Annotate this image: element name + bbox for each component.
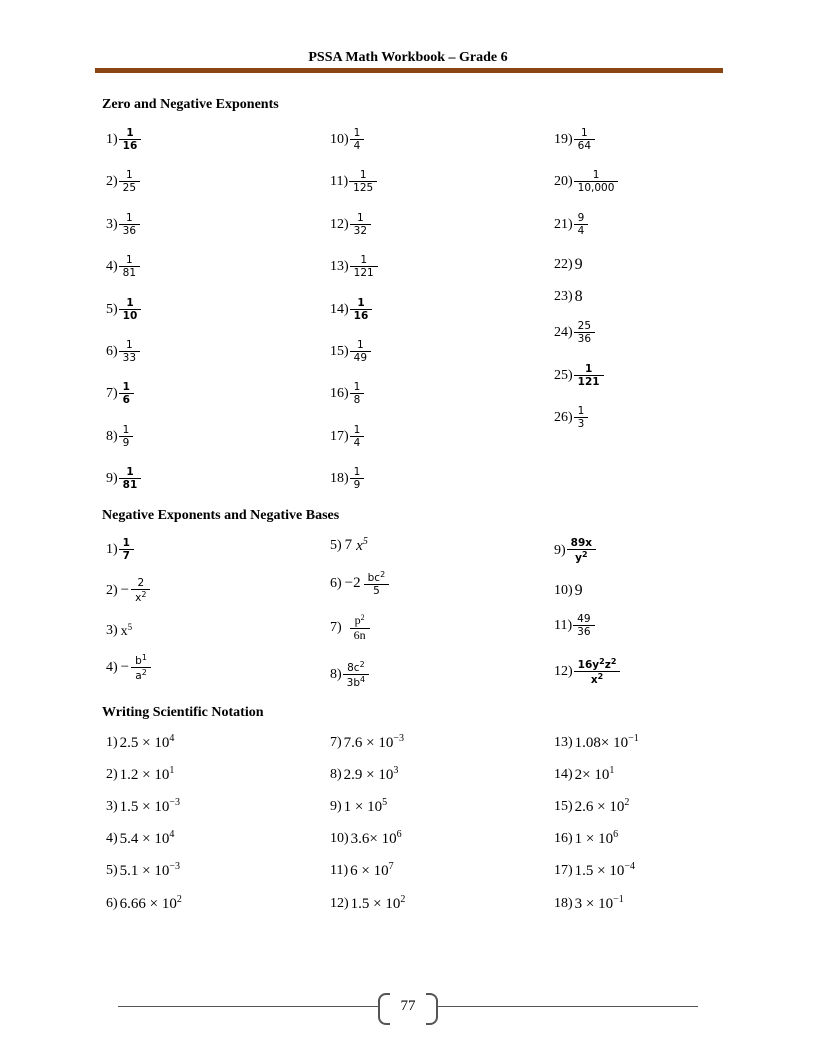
fraction: $\frac{1}{6}$: [121, 381, 132, 406]
scientific-notation: $1.5 \times 10^2$: [350, 894, 406, 912]
answer-item: [330, 660, 367, 689]
item-number: 6 ): [106, 896, 118, 912]
item-number: 20 ): [554, 174, 573, 190]
answer-item: [106, 212, 138, 237]
answer-item: [554, 212, 586, 237]
answer-item: [330, 169, 375, 194]
fraction: $\frac{1}{49}$: [352, 339, 369, 364]
answer-item: [554, 613, 593, 638]
item-number: 2 ): [106, 583, 118, 599]
scientific-notation: $3 \times 10^{-1}$: [574, 894, 624, 912]
item-number: 1 ): [106, 132, 118, 148]
item-number: 19 ): [554, 132, 573, 148]
answer-item: [330, 381, 362, 406]
item-number: 17 ): [330, 429, 349, 445]
scientific-notation: $1.5 \times 10^{-3}$: [119, 797, 181, 815]
item-number: 5 ): [106, 863, 118, 879]
item-number: 15 ): [554, 799, 573, 815]
item-number: 23 ): [554, 289, 573, 305]
item-number: 5 ): [106, 302, 118, 318]
item-number: 16 ): [330, 386, 349, 402]
item-number: 6 ): [106, 344, 118, 360]
fraction: $\frac{1}{7}$: [121, 537, 132, 562]
scientific-notation: $1 \times 10^5$: [343, 797, 388, 815]
item-number: 3 ): [106, 217, 118, 233]
item-number: 12 ): [330, 217, 349, 233]
answer-item: [554, 582, 583, 600]
answer-item: [554, 657, 618, 686]
fraction: $\frac{1}{10,000}$: [576, 169, 617, 194]
item-number: 16 ): [554, 831, 573, 847]
answer-value: 9: [574, 582, 583, 599]
answer-item: [106, 297, 139, 322]
answer-item: [330, 339, 369, 364]
item-number: 13 ): [554, 735, 573, 751]
power-expression: $x^5$: [120, 622, 133, 639]
answer-item: [106, 894, 182, 913]
item-number: 25 ): [554, 368, 573, 384]
scientific-notation: $2.5 \times 10^4$: [119, 733, 175, 751]
answer-item: [554, 829, 618, 848]
item-number: 3 ): [106, 623, 118, 639]
fraction: $\frac{1}{9}$: [121, 424, 132, 449]
answer-item: [330, 797, 387, 816]
answer-item: [330, 861, 394, 880]
item-number: 15 ): [330, 344, 349, 360]
fraction: $\frac{1}{8}$: [352, 381, 363, 406]
section-title-scientific-notation: Writing Scientific Notation: [102, 705, 264, 720]
fraction: $\frac{25}{36}$: [576, 320, 593, 345]
item-number: 1 ): [106, 735, 118, 751]
item-number: 7 ): [330, 735, 342, 751]
item-number: 9 ): [106, 471, 118, 487]
fraction: $\frac{1}{36}$: [121, 212, 138, 237]
scientific-notation: $1.2 \times 10^1$: [119, 765, 175, 783]
answer-item: [554, 797, 629, 816]
item-number: 9 ): [330, 799, 342, 815]
answer-item: [554, 765, 614, 784]
scientific-notation: $5.4 \times 10^4$: [119, 829, 175, 847]
fraction: $\frac{1}{25}$: [121, 169, 138, 194]
sign: −: [120, 659, 130, 676]
scientific-notation: $1.08\times 10^{-1}$: [574, 733, 639, 751]
answer-item: [106, 537, 132, 562]
fraction: $\frac{1}{33}$: [121, 339, 138, 364]
fraction: $\frac{1}{81}$: [121, 254, 138, 279]
answer-item: [554, 861, 635, 880]
fraction: $\frac{2}{x^2}$: [133, 577, 148, 604]
answer-value: 9: [574, 256, 583, 273]
item-number: 18 ): [330, 471, 349, 487]
answer-item: [106, 829, 174, 848]
answer-item: [554, 127, 593, 152]
answer-item: [106, 653, 149, 682]
answer-item: [330, 570, 387, 597]
answer-item: [106, 765, 174, 784]
scientific-notation: $6.66 \times 10^2$: [119, 894, 182, 912]
fraction: $\frac{1}{10}$: [121, 297, 140, 322]
answer-item: [106, 381, 132, 406]
fraction: $\frac{9}{4}$: [576, 212, 587, 237]
scientific-notation: $2.9 \times 10^3$: [343, 765, 399, 783]
answer-item: [330, 829, 402, 848]
item-number: 10 ): [330, 831, 349, 847]
answer-item: [330, 127, 362, 152]
item-number: 5 ): [330, 538, 342, 554]
answer-item: [330, 254, 376, 279]
answer-item: [330, 894, 405, 913]
fraction: $\frac{1}{125}$: [351, 169, 375, 194]
scientific-notation: $1 \times 10^6$: [574, 829, 619, 847]
coefficient: 7: [344, 537, 353, 553]
section-title-negative-bases: Negative Exponents and Negative Bases: [102, 508, 340, 523]
fraction: $\frac{1}{16}$: [121, 127, 140, 152]
answer-item: [106, 577, 148, 604]
item-number: 24 ): [554, 325, 573, 341]
scientific-notation: $6 \times 10^7$: [350, 861, 394, 879]
answer-value: 8: [574, 288, 583, 305]
answer-item: [106, 254, 138, 279]
answer-item: [554, 256, 583, 274]
footer-rule-right: [438, 1006, 698, 1007]
answer-item: [554, 733, 639, 752]
answer-item: [554, 894, 624, 913]
answer-item: [554, 537, 594, 564]
item-number: 7 ): [330, 620, 342, 636]
page-header: PSSA Math Workbook – Grade 6: [308, 50, 508, 65]
answer-item: [106, 339, 138, 364]
fraction: $\frac{1}{4}$: [352, 127, 363, 152]
item-number: 4 ): [106, 831, 118, 847]
fraction: $\frac{89x}{y^2}$: [569, 537, 594, 564]
item-number: 12 ): [554, 664, 573, 680]
answer-item: [330, 613, 368, 643]
item-number: 10 ): [554, 583, 573, 599]
footer-rule-left: [118, 1006, 378, 1007]
item-number: 3 ): [106, 799, 118, 815]
fraction: $\frac{bc^2}{5}$: [366, 570, 388, 597]
item-number: 14 ): [330, 302, 349, 318]
answer-item: [554, 169, 616, 194]
item-number: 2 ): [106, 174, 118, 190]
item-number: 8 ): [330, 767, 342, 783]
fraction: $\frac{p^2}{6n}$: [352, 613, 368, 643]
coefficient: −2: [344, 575, 361, 592]
fraction: $\frac{49}{36}$: [575, 613, 592, 638]
fraction: $\frac{b^1}{a^2}$: [133, 653, 149, 682]
item-number: 26 ): [554, 410, 573, 426]
page-number: 77: [400, 998, 416, 1014]
item-number: 1 ): [106, 542, 118, 558]
scientific-notation: $1.5 \times 10^{-4}$: [574, 861, 636, 879]
answer-item: [330, 212, 369, 237]
answer-item: [330, 733, 404, 752]
item-number: 13 ): [330, 259, 349, 275]
header-rule: [95, 68, 723, 73]
fraction: $\frac{1}{32}$: [352, 212, 369, 237]
scientific-notation: $2\times 10^1$: [574, 765, 615, 783]
answer-item: [330, 297, 370, 322]
item-number: 10 ): [330, 132, 349, 148]
answer-item: [106, 169, 138, 194]
fraction: $\frac{8c^2}{3b^4}$: [345, 660, 367, 689]
answer-item: [106, 466, 139, 491]
fraction: $\frac{1}{64}$: [576, 127, 593, 152]
answer-item: [106, 424, 131, 449]
fraction: $\frac{1}{4}$: [352, 424, 363, 449]
scientific-notation: $3.6\times 10^6$: [350, 829, 402, 847]
answer-item: [106, 127, 139, 152]
fraction: $\frac{1}{9}$: [352, 466, 363, 491]
item-number: 2 ): [106, 767, 118, 783]
answer-item: [554, 288, 583, 306]
scientific-notation: $2.6 \times 10^2$: [574, 797, 630, 815]
item-number: 21 ): [554, 217, 573, 233]
fraction: $\frac{1}{3}$: [576, 405, 587, 430]
item-number: 18 ): [554, 896, 573, 912]
item-number: 4 ): [106, 660, 118, 676]
fraction: $\frac{1}{81}$: [121, 466, 140, 491]
scientific-notation: $5.1 \times 10^{-3}$: [119, 861, 181, 879]
item-number: 11 ): [330, 174, 348, 190]
sign: −: [120, 582, 130, 599]
item-number: 14 ): [554, 767, 573, 783]
fraction: $\frac{1}{121}$: [576, 363, 602, 388]
item-number: 22 ): [554, 257, 573, 273]
answer-item: [554, 363, 602, 388]
item-number: 8 ): [330, 667, 342, 683]
fraction: $\frac{1}{16}$: [352, 297, 371, 322]
item-number: 9 ): [554, 543, 566, 559]
item-number: 11 ): [554, 618, 572, 634]
fraction: $\frac{1}{121}$: [352, 254, 376, 279]
item-number: 4 ): [106, 259, 118, 275]
answer-item: [330, 536, 368, 555]
answer-item: [106, 733, 174, 752]
answer-item: [554, 405, 586, 430]
answer-item: [106, 797, 180, 816]
item-number: 11 ): [330, 863, 348, 879]
fraction: $\frac{16y^2z^2}{x^2}$: [576, 657, 619, 686]
answer-item: [554, 320, 593, 345]
item-number: 12 ): [330, 896, 349, 912]
answer-item: [330, 466, 362, 491]
answer-item: [330, 765, 398, 784]
item-number: 7 ): [106, 386, 118, 402]
section-title-zero-negative-exponents: Zero and Negative Exponents: [102, 97, 279, 112]
power-expression: $x^5$: [356, 536, 368, 554]
answer-item: [330, 424, 362, 449]
item-number: 17 ): [554, 863, 573, 879]
item-number: 6 ): [330, 576, 342, 592]
answer-item: [106, 622, 132, 640]
item-number: 8 ): [106, 429, 118, 445]
answer-item: [106, 861, 180, 880]
scientific-notation: $7.6 \times 10^{-3}$: [343, 733, 405, 751]
